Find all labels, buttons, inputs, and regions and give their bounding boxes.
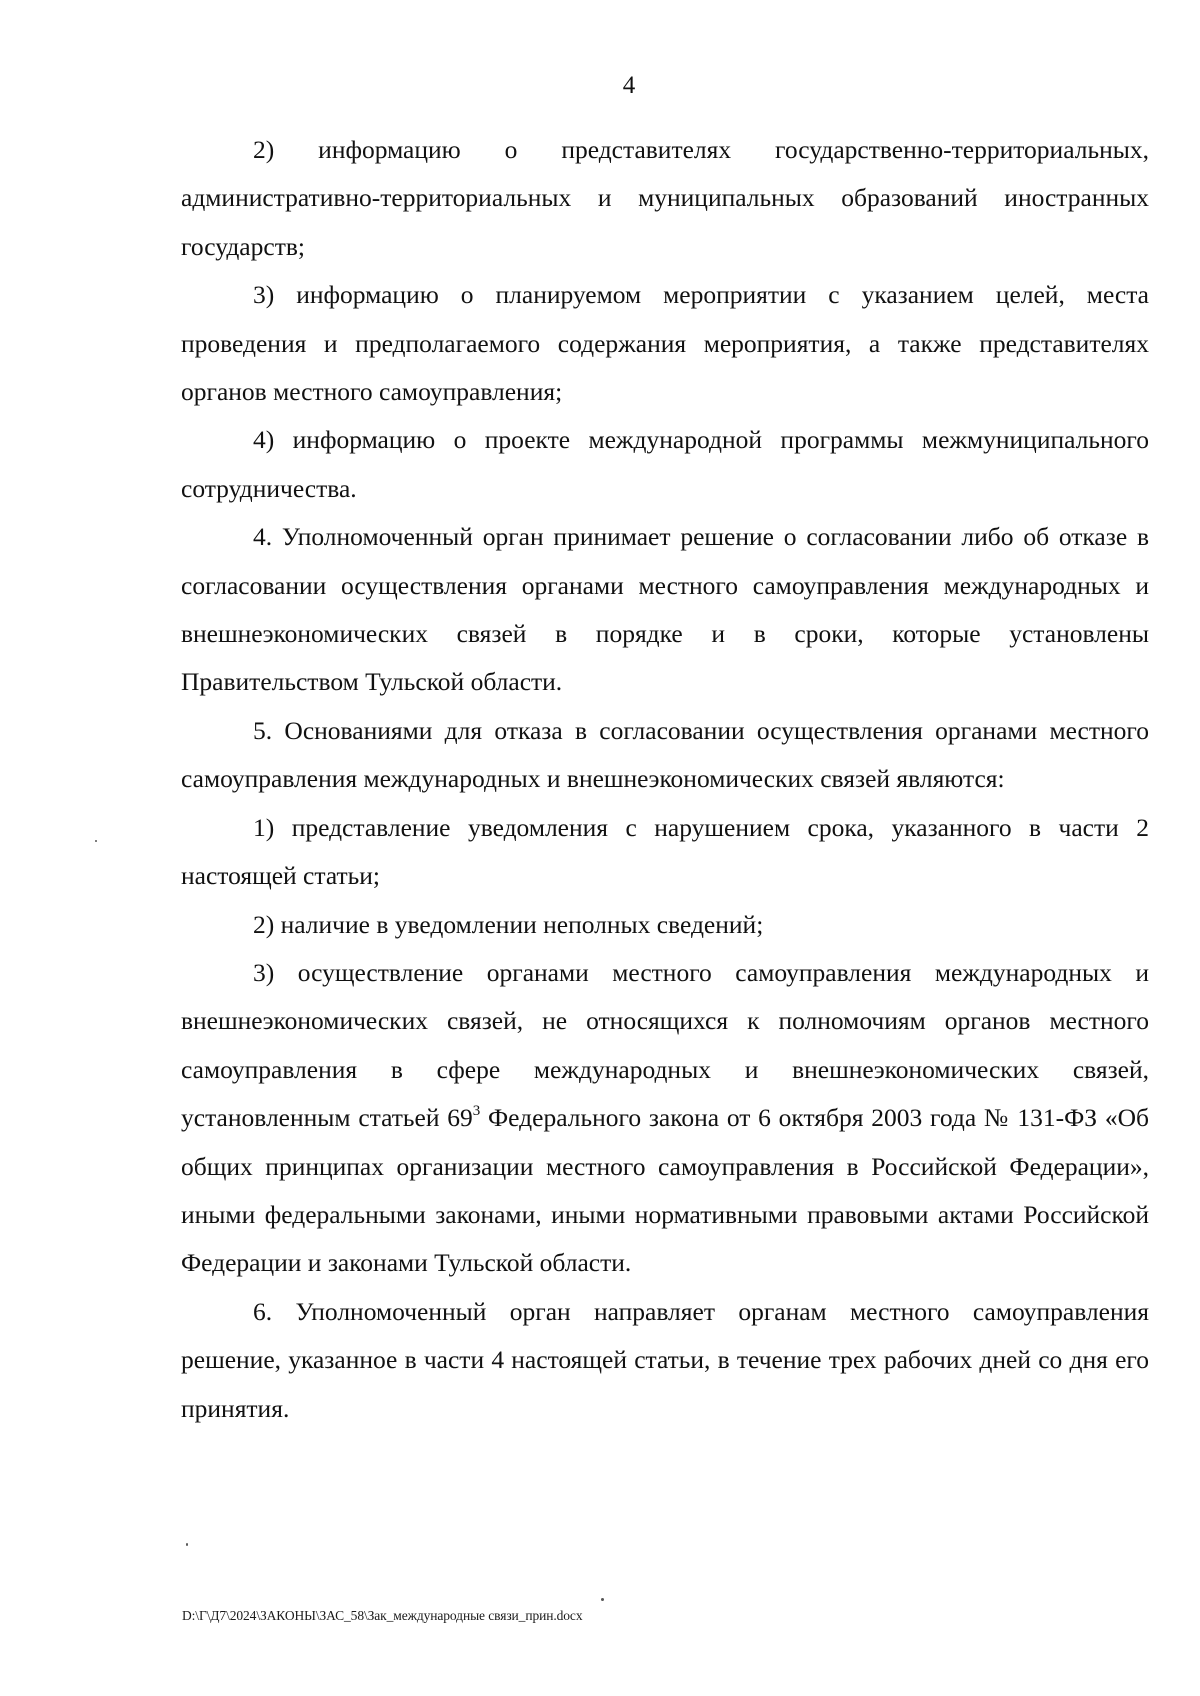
- paragraph-ground-1: 1) представление уведомления с нарушением срока, указанного в части 2 настоящей статьи;: [181, 812, 1149, 891]
- paragraph-section-4: 4. Уполномоченный орган принимает решение о согласовании либо об отказе в согласовании осуществления органами местного самоуправления международных и внешнеэкономических связей в порядке и в сроки, которые установлены Правительством Тульской области.: [181, 522, 1149, 697]
- scan-speck: [95, 840, 97, 842]
- ground-3-text-after: Федерального закона от 6 октября 2003 года № 131-ФЗ «Об общих принципах организации местного самоуправления в Российской Федерации», иными федеральными законами, иными нормативными правовыми актами Российской Федерации и законами Тульской области.: [181, 1103, 1149, 1278]
- paragraph-section-6: 6. Уполномоченный орган направляет органам местного самоуправления решение, указанное в части 4 настоящей статьи, в течение трех рабочих дней со дня его принятия.: [181, 1296, 1149, 1423]
- ground-3-text-before: 3) осуществление органами местного самоуправления международных и внешнеэкономических связей, не относящихся к полномочиям органов местного самоуправления в сфере международных и внешнеэкономических связей, установленным статьей 69: [181, 957, 1149, 1133]
- paragraph-item-3: 3) информацию о планируемом мероприятии с указанием целей, места проведения и предполагаемого содержания мероприятия, а также представителях органов местного самоуправления;: [181, 280, 1149, 407]
- scan-speck: [601, 1598, 604, 1601]
- document-body: [181, 126, 1149, 1433]
- paragraph-ground-2: 2) наличие в уведомлении неполных сведений;: [253, 909, 764, 939]
- paragraph-section-5: 5. Основаниями для отказа в согласовании осуществления органами местного самоуправления международных и внешнеэкономических связей являются:: [181, 715, 1149, 794]
- paragraph-item-2: 2) информацию о представителях государственно-территориальных, административно-территориальных и муниципальных образований иностранных государств;: [181, 135, 1149, 261]
- footer-file-path: D:\Г\Д7\2024\ЗАКОНЫ\ЗАС_58\Зак_международные связи_прин.docx: [182, 1608, 583, 1623]
- page-number: 4: [622, 72, 636, 99]
- paragraph-item-4: 4) информацию о проекте международной программы межмуниципального сотрудничества.: [181, 425, 1149, 503]
- scan-speck: [186, 1543, 188, 1546]
- article-superscript: 3: [472, 1103, 481, 1120]
- paragraph-ground-3: [181, 949, 1149, 1288]
